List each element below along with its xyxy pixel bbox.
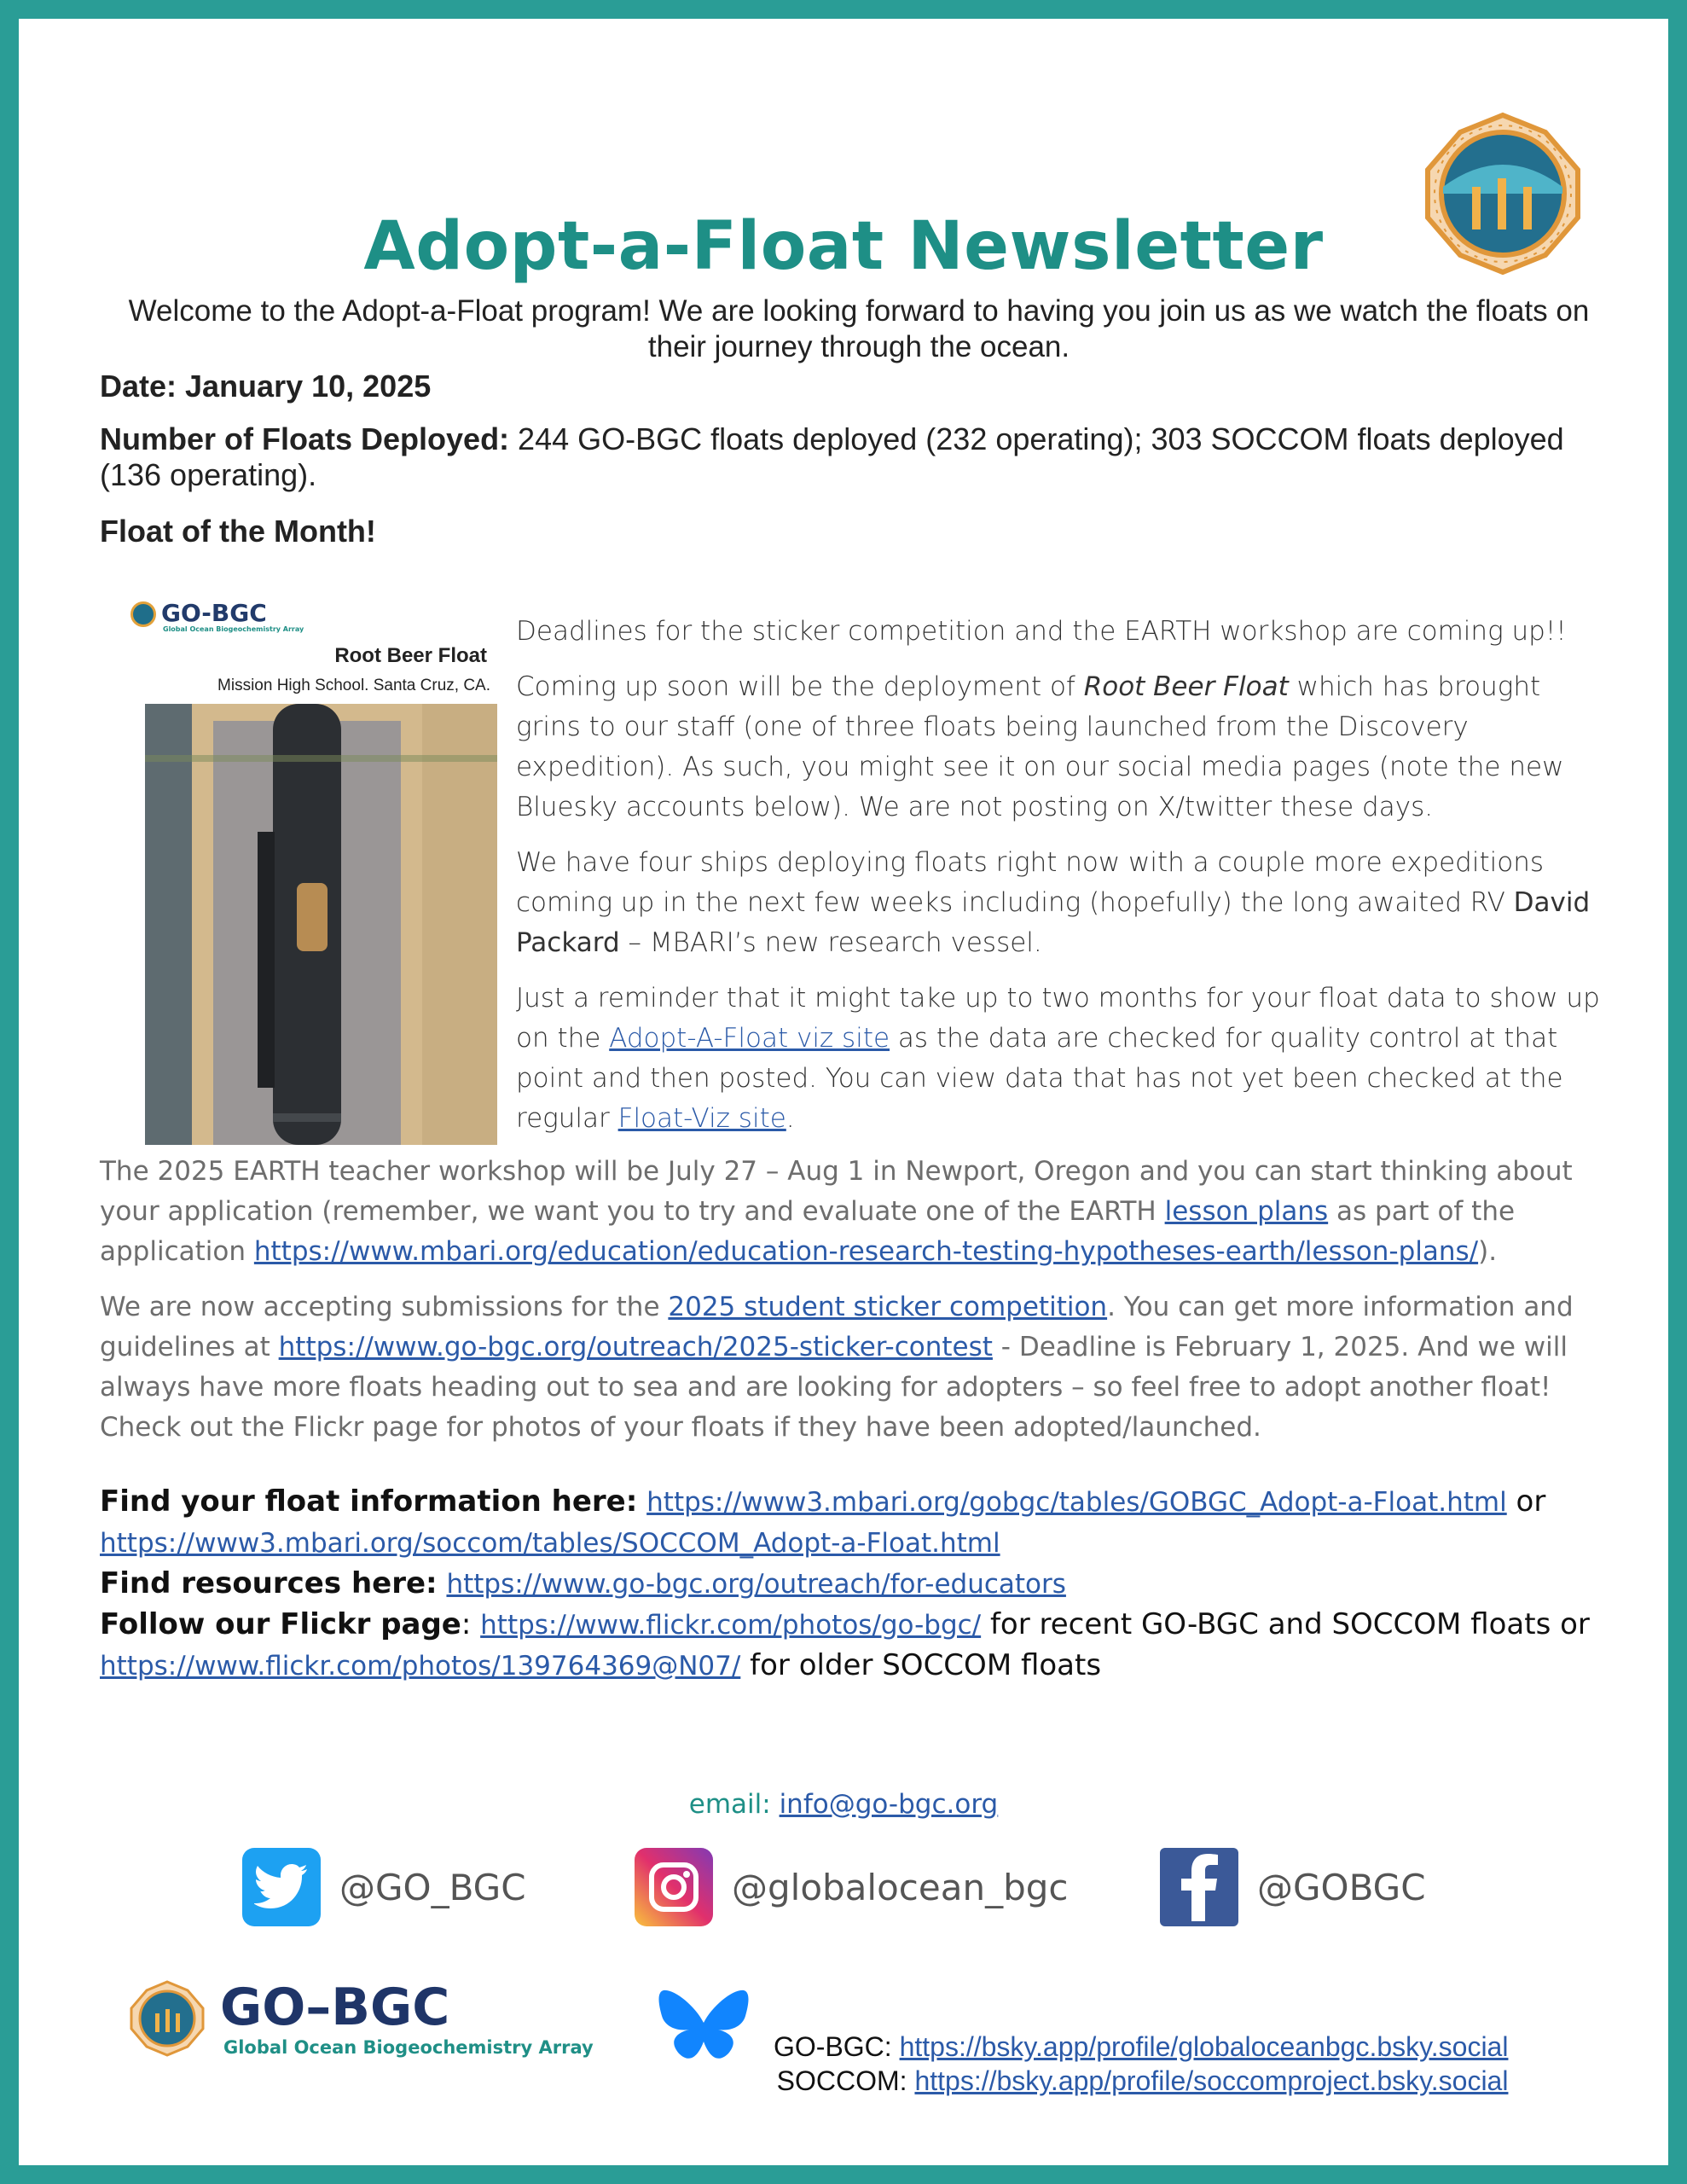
p4-text-b: as the data are checked for quality control at that point and then posted. You can view data that has not yet been checked at the regular xyxy=(516,1023,1563,1134)
email-line xyxy=(19,1789,1668,1820)
lesson-plans-url-link[interactable]: https://www.mbari.org/education/education-research-testing-hypotheses-earth/lesson-plans/ xyxy=(253,1236,1479,1267)
flickr-gobgc-link[interactable]: https://www.flickr.com/photos/go-bgc/ xyxy=(480,1610,982,1641)
sticker-contest-url-link[interactable]: https://www.go-bgc.org/outreach/2025-sticker-contest xyxy=(278,1332,993,1362)
sticker-paragraph xyxy=(100,1287,1618,1448)
go-bgc-footer-logo xyxy=(128,1979,640,2073)
instagram-handle[interactable] xyxy=(635,1844,1069,1930)
reminder-paragraph xyxy=(516,979,1608,1139)
soccom-adopt-table-link[interactable]: https://www3.mbari.org/soccom/tables/SOCCOM_Adopt-a-Float.html xyxy=(100,1528,1000,1559)
floats-deployed xyxy=(100,421,1601,493)
find-links-section xyxy=(100,1482,1635,1687)
p5-text-a: The 2025 EARTH teacher workshop will be July 27 – Aug 1 in Newport, Oregon and you can start thinking about your application (remember, we want you to try and evaluate one of the EARTH xyxy=(100,1156,1573,1227)
email-label: email: xyxy=(688,1789,780,1820)
educators-resources-link[interactable]: https://www.go-bgc.org/outreach/for-educators xyxy=(446,1569,1066,1600)
p4-text-a: Just a reminder that it might take up to two months for your float data to show up on the xyxy=(516,983,1600,1054)
p2-text-b: which has brought grins to our staff (one of three floats being launched from the Discovery expedition). As such, you might see it on our social media pages (note the new Bluesky accounts below). We are not posting on X/twitter these days. xyxy=(516,671,1564,822)
deadlines-paragraph: Deadlines for the sticker competition and the EARTH workshop are coming up!! xyxy=(516,616,1567,647)
float-of-month-heading: Float of the Month! xyxy=(100,514,376,549)
go-bgc-small-logo-sub: Global Ocean Biogeochemistry Array xyxy=(163,625,304,633)
root-beer-paragraph xyxy=(516,667,1608,828)
find-float-label: Find your float information here: xyxy=(100,1484,638,1519)
instagram-icon xyxy=(635,1848,713,1926)
go-bgc-logo-icon xyxy=(130,601,156,627)
twitter-handle-text: @GO_BGC xyxy=(339,1866,526,1908)
twitter-handle[interactable] xyxy=(242,1844,526,1930)
go-bgc-footer-badge-icon xyxy=(128,1979,206,2058)
ships-paragraph xyxy=(516,843,1608,963)
flickr-label: Follow our Flickr page xyxy=(100,1607,461,1641)
flickr-colon: : xyxy=(461,1607,481,1641)
workshop-paragraph xyxy=(100,1152,1618,1272)
floats-text: 244 GO-BGC floats deployed (232 operating); 303 SOCCOM floats deployed (136 operating). xyxy=(100,421,1564,492)
announcements-body xyxy=(100,1152,1618,1463)
go-bgc-footer-logo-sub: Global Ocean Biogeochemistry Array xyxy=(223,2037,594,2058)
p5-text-c: ). xyxy=(1478,1236,1498,1267)
newsletter-page xyxy=(19,19,1668,2165)
p6-text-c: - Deadline is February 1, 2025. And we will always have more floats heading out to sea and are looking for adopters – so feel free to adopt another float! Check out the Flickr page for photos of your floats if they have been adopted/launched. xyxy=(100,1332,1568,1443)
float-name: Root Beer Float xyxy=(334,644,487,667)
lesson-plans-link[interactable]: lesson plans xyxy=(1164,1196,1329,1227)
adopt-a-float-viz-link[interactable]: Adopt-A-Float viz site xyxy=(609,1023,890,1054)
facebook-icon xyxy=(1160,1848,1238,1926)
find-float-line xyxy=(100,1482,1635,1523)
bluesky-butterfly-icon xyxy=(657,1985,751,2071)
find-float-or: or xyxy=(1506,1484,1546,1519)
gobgc-adopt-table-link[interactable]: https://www3.mbari.org/gobgc/tables/GOBGC_Adopt-a-Float.html xyxy=(646,1487,1507,1518)
p3-text-a: We have four ships deploying floats right now with a couple more expeditions coming up in the next few weeks including (hopefully) the long awaited RV xyxy=(516,847,1545,918)
flickr-end-text: for older SOCCOM floats xyxy=(740,1648,1102,1682)
sticker-competition-link[interactable]: 2025 student sticker competition xyxy=(668,1292,1108,1322)
bsky-gobgc-line xyxy=(774,2030,1508,2064)
float-of-month-body xyxy=(516,612,1608,1154)
welcome-text: Welcome to the Adopt-a-Float program! We are looking forward to having you join us as we watch the floats on their journey through the ocean. xyxy=(128,294,1590,363)
newsletter-title: Adopt-a-Float Newsletter xyxy=(363,208,1324,285)
go-bgc-footer-logo-text: GO–BGC xyxy=(220,1978,450,2037)
facebook-handle[interactable] xyxy=(1160,1844,1426,1930)
find-resources-line xyxy=(100,1564,1635,1605)
p4-text-c: . xyxy=(786,1103,795,1134)
bsky-gobgc-link[interactable]: https://bsky.app/profile/globaloceanbgc.bsky.social xyxy=(899,2031,1509,2062)
float-school: Mission High School. Santa Cruz, CA. xyxy=(217,677,490,694)
p6-text-b: . You can get more information and guidelines at xyxy=(100,1292,1574,1362)
flickr-mid-text: for recent GO-BGC and SOCCOM floats or xyxy=(981,1607,1590,1641)
p2-italic: Root Beer Float xyxy=(1083,671,1289,702)
float-viz-link[interactable]: Float-Viz site xyxy=(617,1103,786,1134)
p5-text-b: as part of the application xyxy=(100,1196,1516,1267)
go-bgc-small-logo xyxy=(130,599,304,633)
go-bgc-small-logo-text: GO-BGC xyxy=(161,599,267,627)
flickr-line xyxy=(100,1605,1635,1687)
flickr-soccom-link[interactable]: https://www.flickr.com/photos/139764369@N07/ xyxy=(100,1651,741,1682)
float-photo-card xyxy=(124,595,497,1145)
find-resources-label: Find resources here: xyxy=(100,1566,438,1600)
bsky-soccom-line xyxy=(774,2064,1508,2098)
email-link[interactable]: info@go-bgc.org xyxy=(779,1789,999,1820)
facebook-handle-text: @GOBGC xyxy=(1257,1866,1426,1908)
p2-text-a: Coming up soon will be the deployment of xyxy=(516,671,1084,702)
bluesky-accounts xyxy=(774,2030,1508,2098)
instagram-handle-text: @globalocean_bgc xyxy=(732,1866,1069,1908)
p3-text-b: – MBARI’s new research vessel. xyxy=(619,927,1042,958)
p3-bold: David Packard xyxy=(516,887,1591,958)
bsky-gobgc-label: GO-BGC: xyxy=(774,2031,900,2062)
find-float-line-2 xyxy=(100,1523,1635,1564)
p6-text-a: We are now accepting submissions for the xyxy=(100,1292,669,1322)
bsky-soccom-link[interactable]: https://bsky.app/profile/soccomproject.bsky.social xyxy=(914,2065,1509,2096)
newsletter-date: Date: January 10, 2025 xyxy=(100,369,432,404)
float-photo-image xyxy=(145,704,497,1145)
floats-label: Number of Floats Deployed: xyxy=(100,421,510,456)
bsky-soccom-label: SOCCOM: xyxy=(776,2065,915,2096)
twitter-bird-icon xyxy=(242,1848,321,1926)
